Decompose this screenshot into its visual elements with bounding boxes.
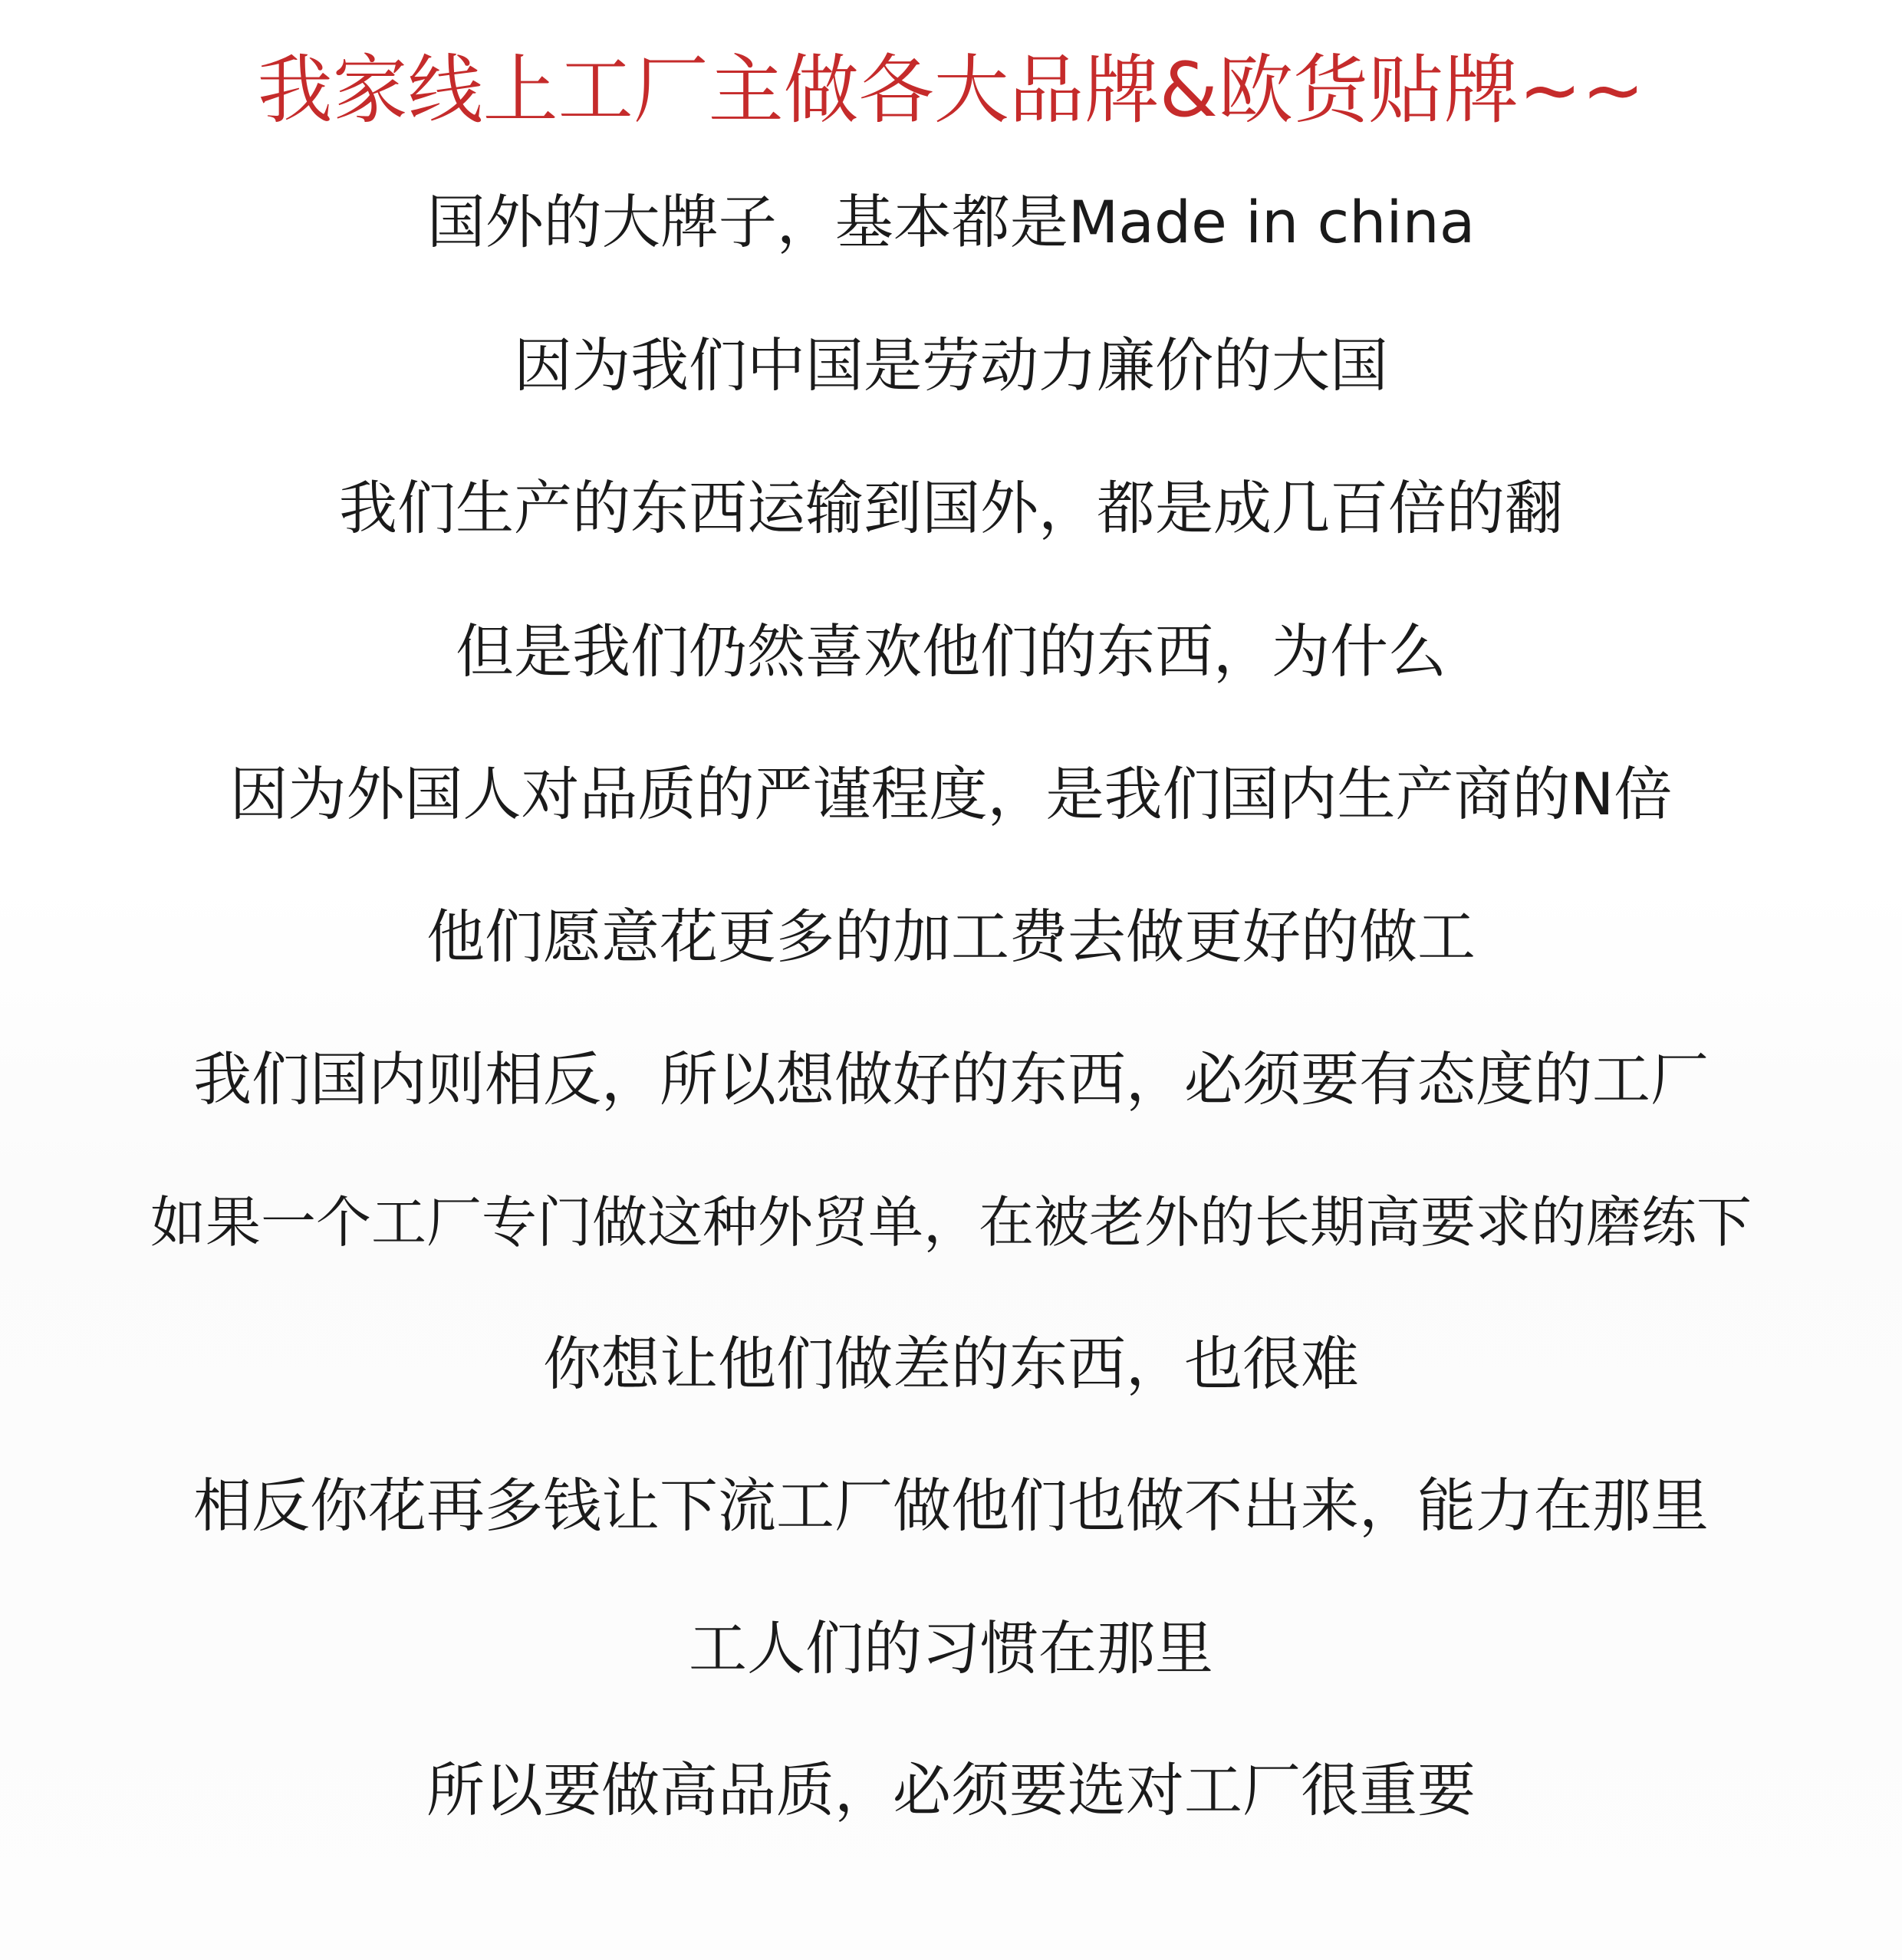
text-line-10: 相反你花再多钱让下流工厂做他们也做不出来，能力在那里 — [193, 1472, 1709, 1540]
text-line-2: 因为我们中国是劳动力廉价的大国 — [514, 331, 1388, 400]
text-line-4: 但是我们仍然喜欢他们的东西，为什么 — [456, 617, 1446, 686]
text-line-3: 我们生产的东西运输到国外，都是成几百倍的翻 — [339, 474, 1563, 542]
text-line-1: 国外的大牌子，基本都是Made in china — [426, 188, 1476, 256]
text-line-8: 如果一个工厂专门做这种外贸单，在被老外的长期高要求的磨练下 — [150, 1190, 1752, 1255]
text-line-11: 工人们的习惯在那里 — [689, 1614, 1213, 1682]
page-title: 我家线上工厂主做各大品牌&欧货贴牌~~ — [257, 47, 1645, 134]
text-line-6: 他们愿意花更多的加工费去做更好的做工 — [426, 903, 1476, 971]
text-line-7: 我们国内则相反，所以想做好的东西，必须要有态度的工厂 — [193, 1045, 1709, 1113]
text-line-9: 你想让他们做差的东西，也很难 — [543, 1330, 1359, 1398]
text-line-12: 所以要做高品质，必须要选对工厂很重要 — [426, 1756, 1476, 1824]
text-line-5: 因为外国人对品质的严谨程度，是我们国内生产商的N倍 — [229, 760, 1673, 828]
